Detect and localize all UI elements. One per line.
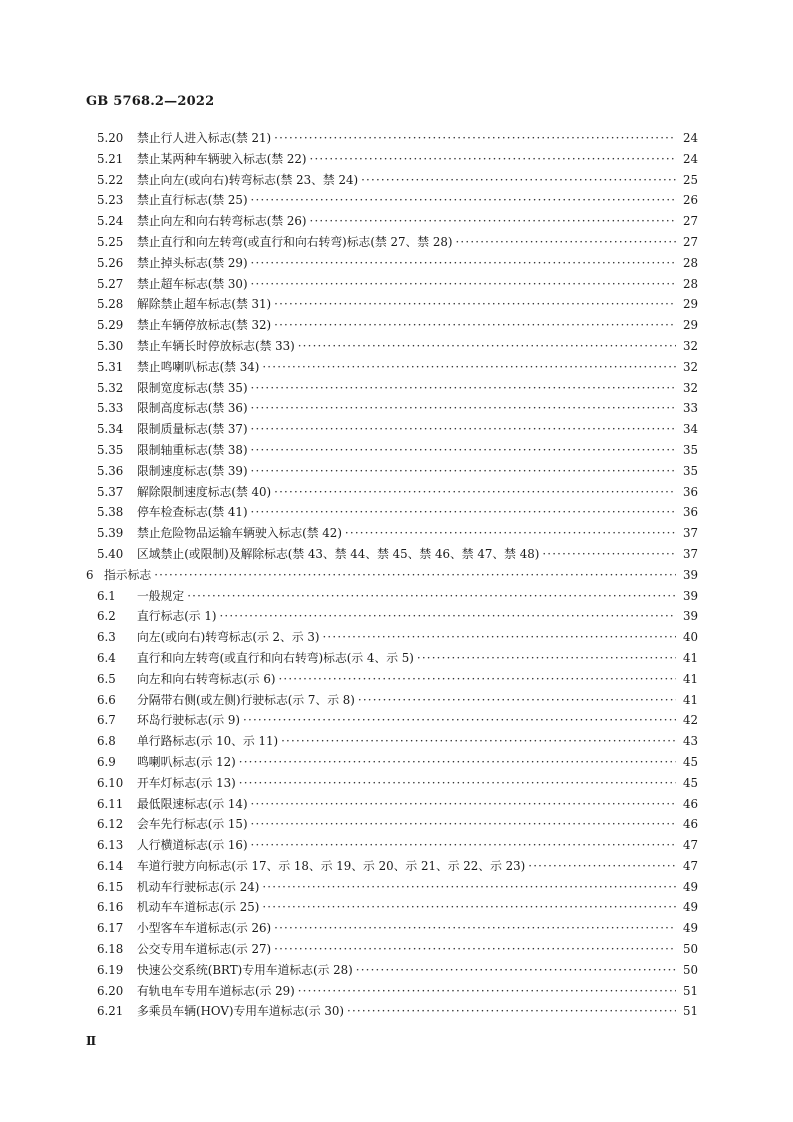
- toc-entry-number: 6: [86, 567, 94, 582]
- toc-entry-page: 49: [682, 900, 698, 915]
- toc-entry-title: 禁止向左和向右转弯标志(禁 26): [137, 214, 307, 229]
- toc-entry-number: 6.12: [97, 817, 124, 832]
- toc-entry[interactable]: [86, 274, 698, 295]
- toc-entry[interactable]: [86, 170, 698, 191]
- toc-entry[interactable]: [86, 294, 698, 315]
- toc-dot-leader: [239, 773, 676, 794]
- toc-entry-page: 49: [682, 921, 698, 936]
- toc-entry-page: 43: [682, 734, 698, 749]
- toc-entry[interactable]: [86, 149, 698, 170]
- toc-entry-number: 5.26: [97, 255, 124, 270]
- toc-entry[interactable]: [86, 211, 698, 232]
- toc-entry-page: 35: [682, 442, 698, 457]
- toc-entry-page: 33: [682, 401, 698, 416]
- toc-entry-number: 6.4: [97, 650, 116, 665]
- toc-entry-page: 24: [682, 131, 698, 145]
- toc-entry-title: 多乘员车辆(HOV)专用车道标志(示 30): [137, 1004, 345, 1019]
- toc-entry-number: 6.3: [97, 630, 116, 645]
- toc-entry-title: 向左(或向右)转弯标志(示 2、示 3): [137, 630, 320, 645]
- toc-entry-number: 6.11: [97, 796, 124, 811]
- toc-dot-leader: [274, 128, 676, 149]
- toc-entry-number: 5.21: [97, 151, 124, 166]
- toc-entry-title: 车道行驶方向标志(示 17、示 18、示 19、示 20、示 21、示 22、示 23): [137, 858, 526, 873]
- toc-entry-title: 向左和向右转弯标志(示 6): [137, 671, 276, 686]
- toc-entry-number: 5.39: [97, 526, 124, 541]
- toc-entry[interactable]: [86, 315, 698, 336]
- toc-entry-number: 5.20: [97, 131, 124, 145]
- toc-entry-title: 直行和向左转弯(或直行和向右转弯)标志(示 4、示 5): [137, 650, 414, 665]
- toc-dot-leader: [251, 502, 676, 523]
- toc-dot-leader: [322, 627, 676, 648]
- toc-entry-number: 6.9: [97, 754, 116, 769]
- toc-dot-leader: [262, 877, 676, 898]
- toc-entry[interactable]: [86, 939, 698, 960]
- toc-dot-leader: [187, 586, 676, 607]
- toc-entry-page: 28: [682, 276, 698, 291]
- toc-entry[interactable]: [86, 565, 698, 586]
- toc-entry-page: 40: [682, 630, 698, 645]
- toc-entry-title: 限制质量标志(禁 37): [137, 422, 248, 437]
- toc-entry-number: 5.35: [97, 442, 124, 457]
- toc-entry-title: 鸣喇叭标志(示 12): [137, 754, 236, 769]
- toc-entry-page: 25: [682, 172, 698, 187]
- toc-dot-leader: [251, 440, 676, 461]
- toc-entry[interactable]: [86, 502, 698, 523]
- toc-entry-title: 禁止超车标志(禁 30): [137, 276, 248, 291]
- toc-entry[interactable]: [86, 835, 698, 856]
- toc-entry-number: 5.23: [97, 193, 124, 208]
- toc-dot-leader: [361, 170, 676, 191]
- toc-dot-leader: [251, 794, 676, 815]
- toc-entry-title: 禁止车辆停放标志(禁 32): [137, 318, 272, 333]
- toc-entry-number: 5.24: [97, 214, 124, 229]
- toc-dot-leader: [542, 544, 676, 565]
- toc-entry-page: 46: [682, 817, 698, 832]
- toc-entry-number: 6.2: [97, 609, 116, 624]
- toc-entry-title: 单行路标志(示 10、示 11): [137, 734, 279, 749]
- toc-entry-page: 37: [682, 546, 698, 561]
- toc-entry-title: 环岛行驶标志(示 9): [137, 713, 241, 728]
- toc-entry-title: 快速公交系统(BRT)专用车道标志(示 28): [137, 962, 353, 977]
- toc-entry-page: 37: [682, 526, 698, 541]
- toc-entry-title: 限制宽度标志(禁 35): [137, 380, 248, 395]
- toc-entry-number: 6.21: [97, 1004, 124, 1019]
- toc-entry[interactable]: [86, 378, 698, 399]
- toc-entry-title: 禁止掉头标志(禁 29): [137, 255, 248, 270]
- toc-entry-page: 24: [682, 151, 698, 166]
- toc-entry-number: 5.36: [97, 463, 124, 478]
- toc-entry[interactable]: [86, 627, 698, 648]
- toc-entry-number: 5.37: [97, 484, 124, 499]
- toc-entry-title: 有轨电车专用车道标志(示 29): [137, 983, 295, 998]
- toc-dot-leader: [347, 1001, 676, 1022]
- toc-dot-leader: [262, 357, 676, 378]
- toc-entry-number: 6.18: [97, 942, 124, 957]
- toc-entry[interactable]: [86, 918, 698, 939]
- toc-dot-leader: [278, 669, 676, 690]
- toc-entry-title: 机动车车道标志(示 25): [137, 900, 260, 915]
- toc-entry-number: 6.20: [97, 983, 124, 998]
- toc-entry[interactable]: [86, 731, 698, 752]
- toc-entry[interactable]: [86, 336, 698, 357]
- toc-dot-leader: [356, 960, 676, 981]
- toc-entry-page: 45: [682, 754, 698, 769]
- toc-entry-number: 5.40: [97, 546, 124, 561]
- toc-entry-page: 41: [682, 671, 698, 686]
- toc-entry-page: 36: [682, 505, 698, 520]
- toc-entry[interactable]: [86, 190, 698, 211]
- toc-entry[interactable]: [86, 710, 698, 731]
- toc-dot-leader: [251, 398, 676, 419]
- toc-entry-page: 42: [682, 713, 698, 728]
- toc-entry-title: 禁止行人进入标志(禁 21): [137, 131, 272, 145]
- toc-dot-leader: [298, 336, 676, 357]
- toc-entry[interactable]: [86, 523, 698, 544]
- toc-entry-page: 50: [682, 942, 698, 957]
- toc-entry[interactable]: [86, 877, 698, 898]
- toc-entry[interactable]: [86, 357, 698, 378]
- toc-entry-number: 6.1: [97, 588, 116, 603]
- toc-entry-title: 限制高度标志(禁 36): [137, 401, 248, 416]
- toc-entry-number: 6.14: [97, 858, 124, 873]
- toc-dot-leader: [358, 690, 676, 711]
- toc-entry-number: 6.5: [97, 671, 116, 686]
- toc-entry[interactable]: [86, 232, 698, 253]
- toc-entry-title: 小型客车车道标志(示 26): [137, 921, 272, 936]
- toc-dot-leader: [219, 606, 676, 627]
- toc-dot-leader: [251, 274, 676, 295]
- toc-entry[interactable]: [86, 856, 698, 877]
- toc-dot-leader: [243, 710, 676, 731]
- toc-entry-title: 会车先行标志(示 15): [137, 817, 248, 832]
- toc-entry-title: 解除禁止超车标志(禁 31): [137, 297, 272, 312]
- toc-dot-leader: [345, 523, 676, 544]
- toc-entry-title: 开车灯标志(示 13): [137, 775, 236, 790]
- toc-entry-number: 6.8: [97, 734, 116, 749]
- toc-entry-title: 限制速度标志(禁 39): [137, 463, 248, 478]
- toc-entry[interactable]: [86, 253, 698, 274]
- toc-dot-leader: [310, 211, 676, 232]
- toc-entry-page: 29: [682, 297, 698, 312]
- toc-dot-leader: [251, 814, 676, 835]
- toc-entry-page: 34: [682, 422, 698, 437]
- toc-entry-number: 5.31: [97, 359, 124, 374]
- toc-entry[interactable]: [86, 960, 698, 981]
- toc-entry-page: 32: [682, 338, 698, 353]
- toc-entry[interactable]: [86, 606, 698, 627]
- toc-entry-number: 5.29: [97, 318, 124, 333]
- toc-entry-page: 41: [682, 692, 698, 707]
- toc-dot-leader: [239, 752, 676, 773]
- toc-entry-number: 5.33: [97, 401, 124, 416]
- toc-entry-number: 5.22: [97, 172, 124, 187]
- toc-dot-leader: [274, 918, 676, 939]
- toc-entry-page: 39: [682, 588, 698, 603]
- toc-entry-title: 限制轴重标志(禁 38): [137, 442, 248, 457]
- toc-entry-title: 禁止直行标志(禁 25): [137, 193, 248, 208]
- toc-entry-number: 6.15: [97, 879, 124, 894]
- toc-entry[interactable]: [86, 752, 698, 773]
- toc-entry-title: 分隔带右侧(或左侧)行驶标志(示 7、示 8): [137, 692, 355, 707]
- toc-entry[interactable]: [86, 544, 698, 565]
- toc-entry[interactable]: [86, 814, 698, 835]
- toc-entry-page: 29: [682, 318, 698, 333]
- toc-entry-number: 5.32: [97, 380, 124, 395]
- toc-entry[interactable]: [86, 586, 698, 607]
- toc-entry-page: 39: [682, 609, 698, 624]
- toc-entry-number: 6.10: [97, 775, 124, 790]
- toc-dot-leader: [251, 461, 676, 482]
- toc-entry-title: 禁止直行和向左转弯(或直行和向右转弯)标志(禁 27、禁 28): [137, 234, 453, 249]
- toc-entry-page: 50: [682, 962, 698, 977]
- toc-entry[interactable]: [86, 419, 698, 440]
- toc-entry-page: 47: [682, 858, 698, 873]
- toc-entry[interactable]: [86, 648, 698, 669]
- toc-entry[interactable]: [86, 794, 698, 815]
- toc-dot-leader: [251, 835, 676, 856]
- toc-dot-leader: [455, 232, 676, 253]
- toc-dot-leader: [262, 897, 676, 918]
- table-of-contents: [86, 128, 698, 1022]
- toc-entry-number: 6.17: [97, 921, 124, 936]
- toc-entry-page: 27: [682, 234, 698, 249]
- toc-entry-title: 指示标志: [104, 567, 152, 582]
- toc-entry-number: 6.16: [97, 900, 124, 915]
- toc-entry-page: 46: [682, 796, 698, 811]
- toc-entry-title: 停车检查标志(禁 41): [137, 505, 248, 520]
- toc-entry-number: 5.38: [97, 505, 124, 520]
- toc-entry-page: 27: [682, 214, 698, 229]
- toc-dot-leader: [274, 294, 676, 315]
- toc-entry-title: 公交专用车道标志(示 27): [137, 942, 272, 957]
- toc-entry-title: 禁止向左(或向右)转弯标志(禁 23、禁 24): [137, 172, 359, 187]
- toc-entry[interactable]: [86, 690, 698, 711]
- toc-entry-number: 5.25: [97, 234, 124, 249]
- toc-entry-number: 5.30: [97, 338, 124, 353]
- toc-entry-title: 区域禁止(或限制)及解除标志(禁 43、禁 44、禁 45、禁 46、禁 47、禁 48): [137, 546, 540, 561]
- toc-dot-leader: [251, 253, 676, 274]
- page-number-footer: Ⅱ: [86, 1034, 97, 1048]
- toc-entry-title: 禁止危险物品运输车辆驶入标志(禁 42): [137, 526, 342, 541]
- toc-entry-page: 36: [682, 484, 698, 499]
- toc-entry-title: 最低限速标志(示 14): [137, 796, 248, 811]
- toc-entry-page: 28: [682, 255, 698, 270]
- toc-dot-leader: [298, 981, 676, 1002]
- toc-entry-page: 35: [682, 463, 698, 478]
- toc-entry[interactable]: [86, 482, 698, 503]
- toc-dot-leader: [281, 731, 676, 752]
- toc-dot-leader: [274, 939, 676, 960]
- toc-entry-number: 6.19: [97, 962, 124, 977]
- toc-entry[interactable]: [86, 981, 698, 1002]
- toc-entry-title: 禁止某两种车辆驶入标志(禁 22): [137, 151, 307, 166]
- toc-entry-page: 32: [682, 359, 698, 374]
- toc-dot-leader: [417, 648, 676, 669]
- toc-entry-title: 机动车行驶标志(示 24): [137, 879, 260, 894]
- toc-entry[interactable]: [86, 897, 698, 918]
- toc-entry-page: 51: [682, 1004, 698, 1019]
- toc-entry[interactable]: [86, 773, 698, 794]
- toc-entry-title: 禁止鸣喇叭标志(禁 34): [137, 359, 260, 374]
- toc-entry-title: 解除限制速度标志(禁 40): [137, 484, 272, 499]
- toc-entry-page: 26: [682, 193, 698, 208]
- toc-entry[interactable]: [86, 461, 698, 482]
- toc-dot-leader: [528, 856, 676, 877]
- toc-entry-page: 51: [682, 983, 698, 998]
- toc-entry-number: 5.34: [97, 422, 124, 437]
- toc-dot-leader: [310, 149, 676, 170]
- toc-entry[interactable]: [86, 128, 698, 149]
- toc-entry[interactable]: [86, 1001, 698, 1022]
- toc-entry-title: 直行标志(示 1): [137, 609, 217, 624]
- toc-entry[interactable]: [86, 398, 698, 419]
- toc-entry-number: 6.7: [97, 713, 116, 728]
- toc-dot-leader: [251, 378, 676, 399]
- toc-entry[interactable]: [86, 440, 698, 461]
- toc-entry-page: 49: [682, 879, 698, 894]
- toc-entry-page: 39: [682, 567, 698, 582]
- toc-dot-leader: [274, 315, 676, 336]
- toc-dot-leader: [274, 482, 676, 503]
- toc-dot-leader: [251, 190, 676, 211]
- toc-entry-title: 禁止车辆长时停放标志(禁 33): [137, 338, 295, 353]
- toc-entry-number: 5.27: [97, 276, 124, 291]
- toc-entry[interactable]: [86, 669, 698, 690]
- toc-entry-page: 47: [682, 838, 698, 853]
- toc-dot-leader: [251, 419, 676, 440]
- toc-entry-page: 41: [682, 650, 698, 665]
- toc-entry-title: 人行横道标志(示 16): [137, 838, 248, 853]
- toc-entry-number: 5.28: [97, 297, 124, 312]
- toc-entry-page: 45: [682, 775, 698, 790]
- toc-entry-number: 6.6: [97, 692, 116, 707]
- toc-dot-leader: [154, 565, 676, 586]
- toc-entry-title: 一般规定: [137, 588, 185, 603]
- document-code-header: GB 5768.2—2022: [86, 94, 215, 109]
- toc-entry-number: 6.13: [97, 838, 124, 853]
- toc-entry-page: 32: [682, 380, 698, 395]
